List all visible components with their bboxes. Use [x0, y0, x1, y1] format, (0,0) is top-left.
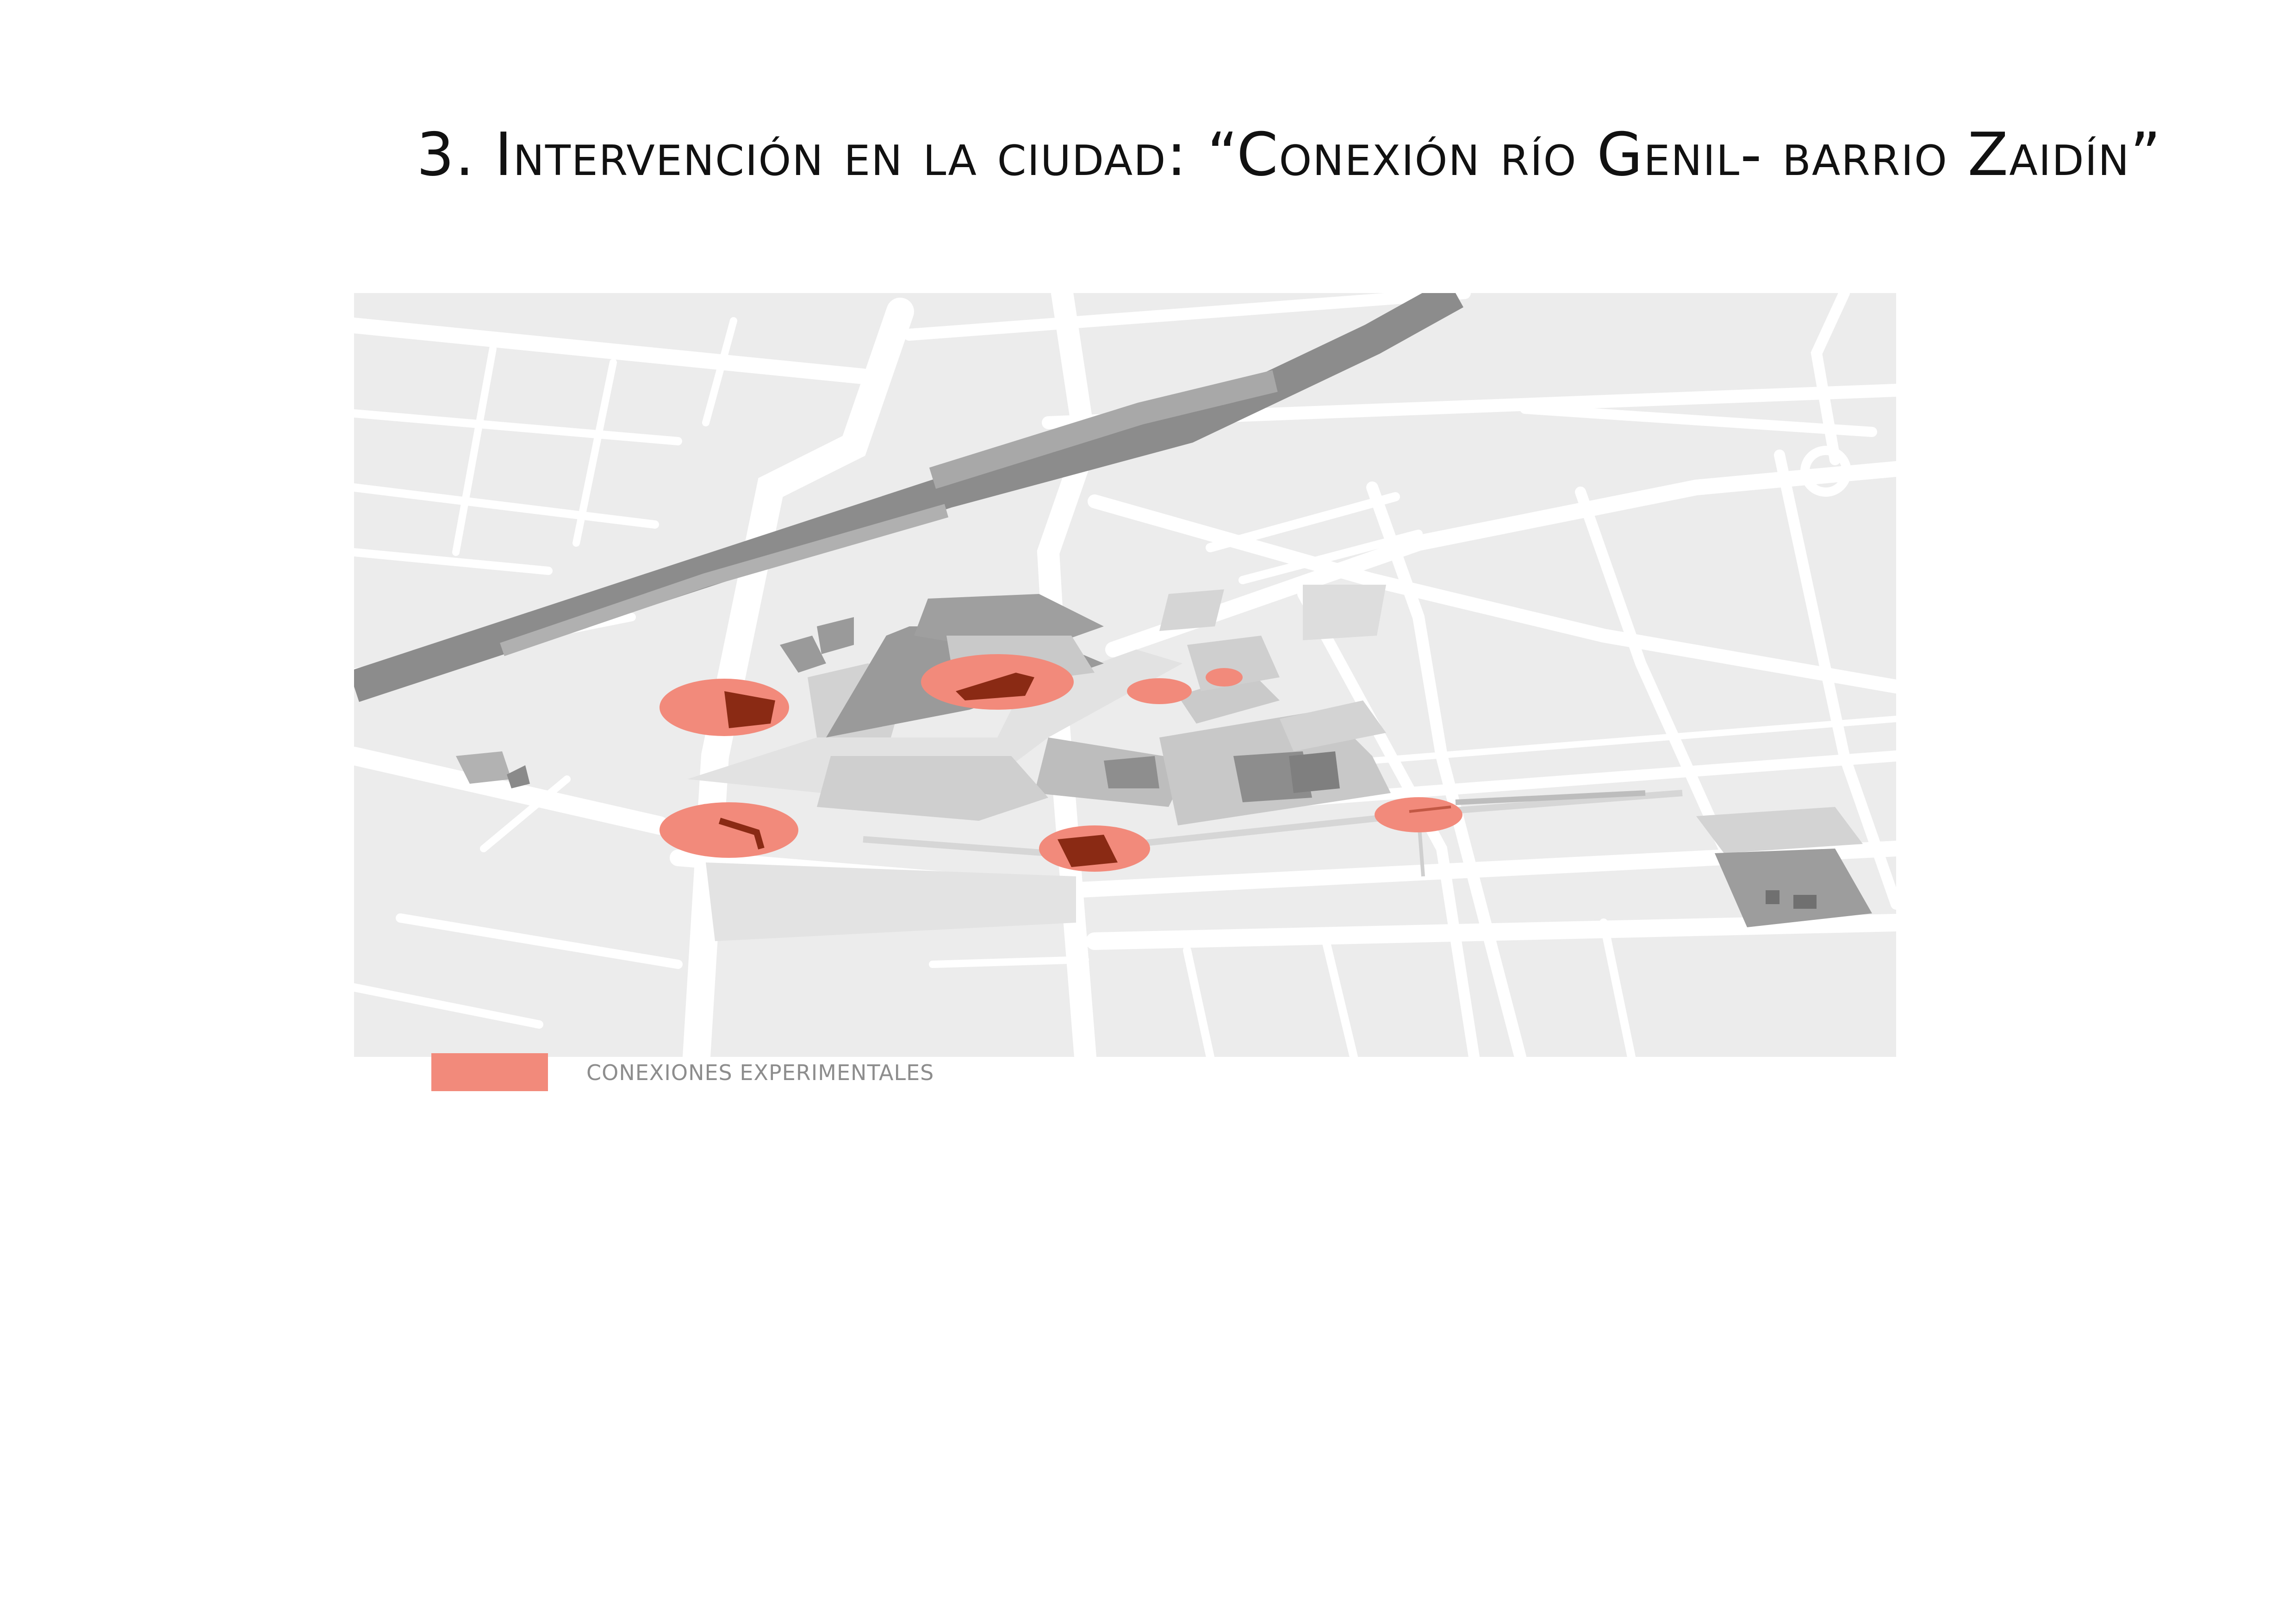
legend-swatch-connections — [431, 1053, 548, 1091]
city-map — [354, 293, 1896, 1057]
page-title: 3. Intervención en la ciudad: “Conexión río Genil- barrio Zaidín” — [417, 120, 2162, 189]
map-legend — [431, 1053, 1079, 1095]
legend-label-connections: CONEXIONES EXPERIMENTALES — [586, 1060, 934, 1085]
city-map-drawing — [354, 293, 1896, 1057]
